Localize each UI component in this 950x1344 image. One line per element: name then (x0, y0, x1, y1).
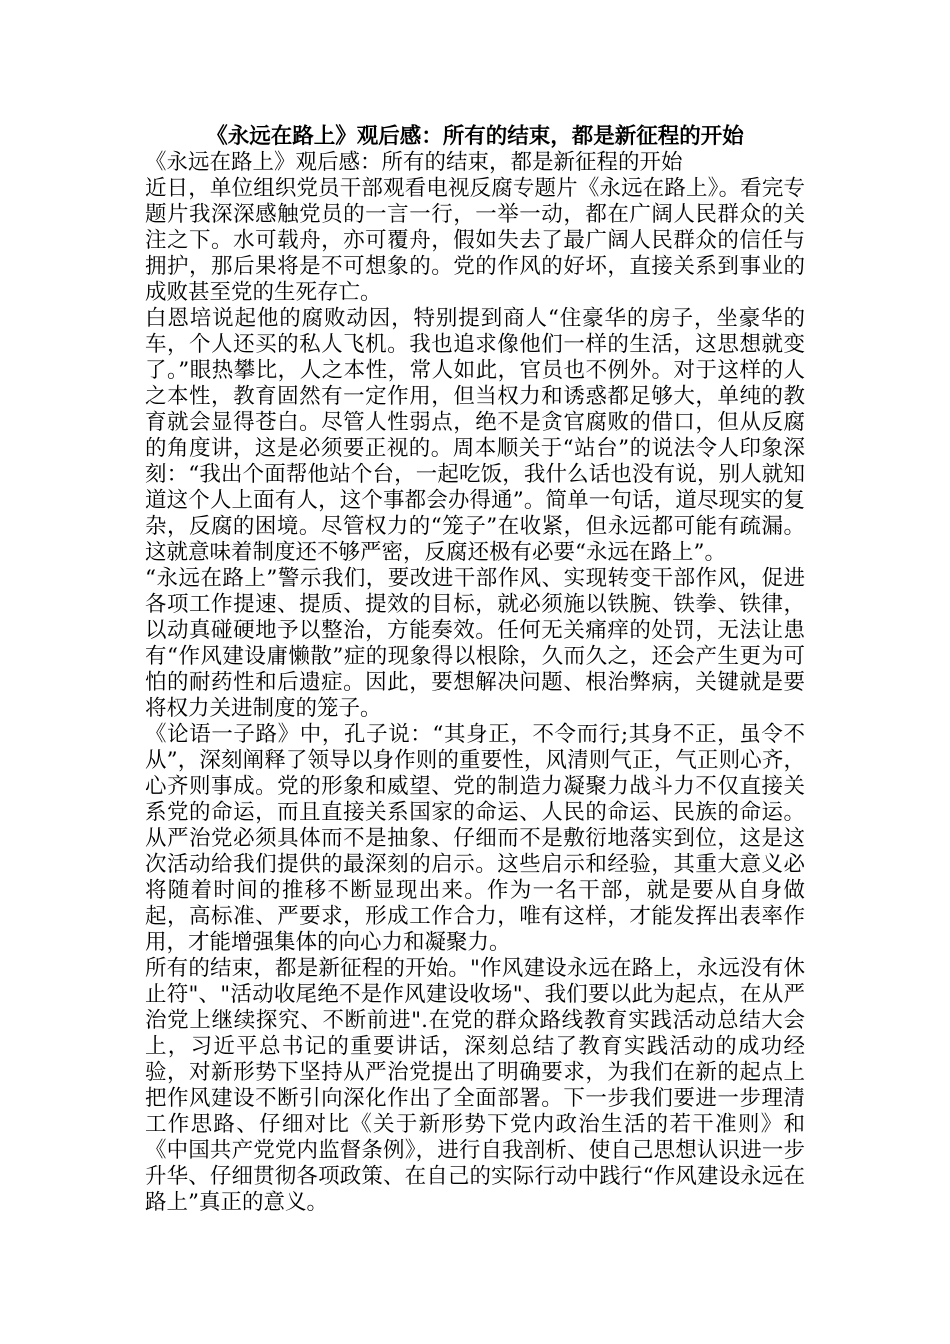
document-title: 《永远在路上》观后感：所有的结束，都是新征程的开始 (206, 124, 744, 149)
document-body (145, 124, 805, 1216)
paragraph-1: 近日，单位组织党员干部观看电视反腐专题片《永远在路上》。看完专题片我深深感触党员的一言一行，一举一动，都在广阔人民群众的关注之下。水可载舟，亦可覆舟，假如失去了最广阔人民群众的信任与拥护，那后果将是不可想象的。党的作风的好坏，直接关系到事业的成败甚至党的生死存亡。 (145, 176, 805, 305)
paragraph-3: “永远在路上”警示我们，要改进干部作风、实现转变干部作风，促进各项工作提速、提质、提效的目标，就必须施以铁腕、铁拳、铁律，以动真碰硬地予以整治，方能奏效。任何无关痛痒的处罚，无法让患有“作风建设庸懒散”症的现象得以根除，久而久之，还会产生更为可怕的耐药性和后遗症。因此，要想解决问题、根治弊病，关键就是要将权力关进制度的笼子。 (145, 566, 805, 721)
document-subtitle: 《永远在路上》观后感：所有的结束，都是新征程的开始 (145, 150, 683, 175)
paragraph-2: 白恩培说起他的腐败动因，特别提到商人“住豪华的房子，坐豪华的车，个人还买的私人飞机。我也追求像他们一样的生活，这思想就变了。”眼热攀比，人之本性，常人如此，官员也不例外。对于这样的人之本性，教育固然有一定作用，但当权力和诱惑都足够大，单纯的教育就会显得苍白。尽管人性弱点，绝不是贪官腐败的借口，但从反腐的角度讲，这是必须要正视的。周本顺关于“站台”的说法令人印象深刻：“我出个面帮他站个台，一起吃饭，我什么话也没有说，别人就知道这个人上面有人，这个事都会办得通”。简单一句话，道尽现实的复杂，反腐的困境。尽管权力的“笼子”在收紧，但永远都可能有疏漏。这就意味着制度还不够严密，反腐还极有必要“永远在路上”。 (145, 306, 805, 565)
paragraph-5: 所有的结束，都是新征程的开始。"作风建设永远在路上，永远没有休止符"、"活动收尾绝不是作风建设收场"、我们要以此为起点，在从严治党上继续探究、不断前进".在党的群众路线教育实践活动总结大会上，习近平总书记的重要讲话，深刻总结了教育实践活动的成功经验，对新形势下坚持从严治党提出了明确要求，为我们在新的起点上把作风建设不断引向深化作出了全面部署。下一步我们要进一步理清工作思路、仔细对比《关于新形势下党内政治生活的若干准则》和《中国共产党党内监督条例》，进行自我剖析、使自己思想认识进一步升华、仔细贯彻各项政策、在自己的实际行动中践行“作风建设永远在路上”真正的意义。 (145, 956, 805, 1215)
paragraph-4: 《论语一子路》中，孔子说：“其身正，不令而行;其身不正，虽令不从”，深刻阐释了领导以身作则的重要性，风清则气正，气正则心齐，心齐则事成。党的形象和威望、党的制造力凝聚力战斗力不仅直接关系党的命运，而且直接关系国家的命运、人民的命运、民族的命运。从严治党必须具体而不是抽象、仔细而不是敷衍地落实到位，这是这次活动给我们提供的最深刻的启示。这些启示和经验，其重大意义必将随着时间的推移不断显现出来。作为一名干部，就是要从自身做起，高标准、严要求，形成工作合力，唯有这样，才能发挥出表率作用，才能增强集体的向心力和凝聚力。 (145, 722, 805, 955)
